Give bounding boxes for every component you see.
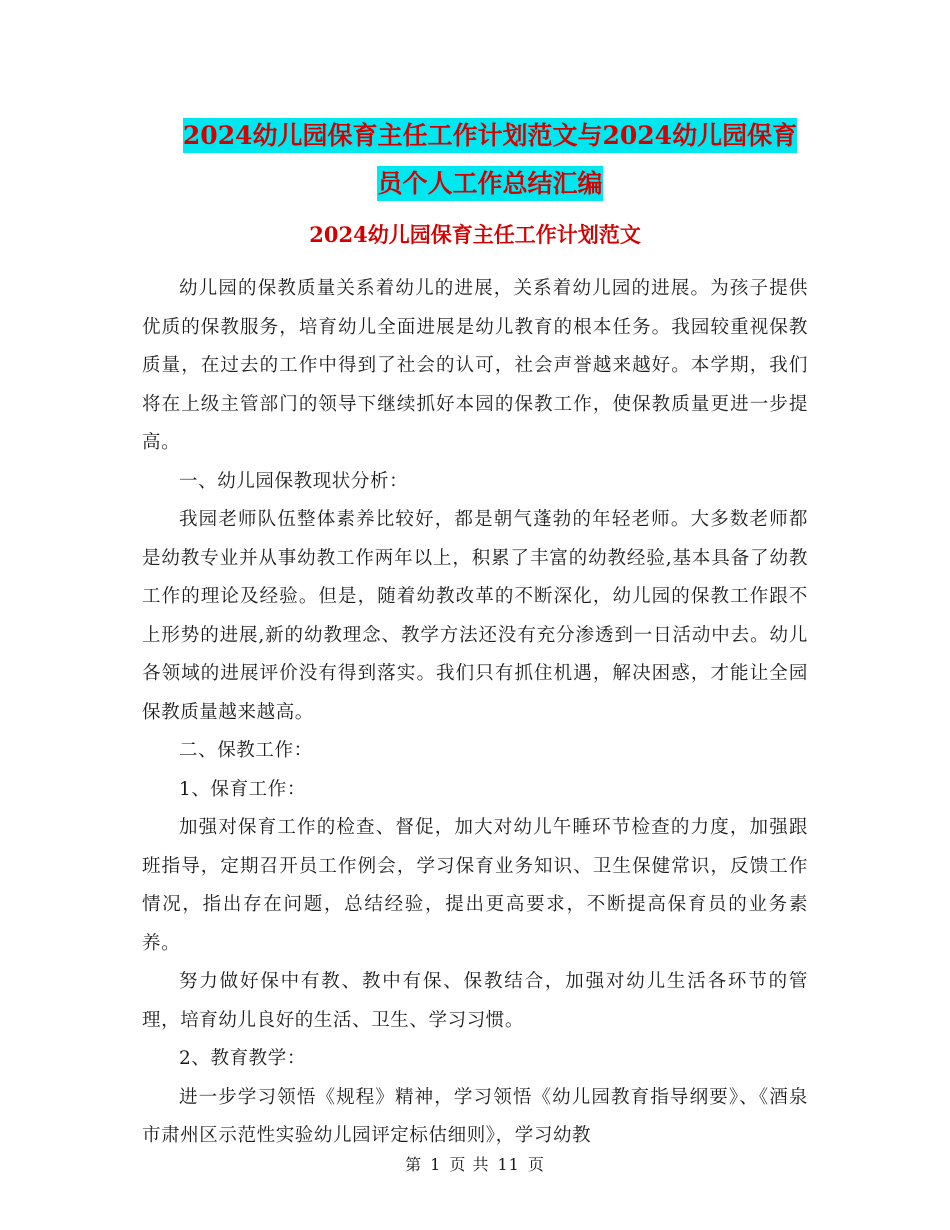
page-footer	[0, 1152, 950, 1175]
paragraph-intro: 幼儿园的保教质量关系着幼儿的进展，关系着幼儿园的进展。为孩子提供优质的保教服务，培育幼儿全面进展是幼儿教育的根本任务。我园较重视保教质量，在过去的工作中得到了社会的认可，社会声誉越来越好。本学期，我们将在上级主管部门的领导下继续抓好本园的保教工作，使保教质量更进一步提高。	[142, 278, 808, 453]
heading-status-analysis: 一、幼儿园保教现状分析：	[179, 470, 409, 492]
footer-page-number: 1	[430, 1155, 442, 1174]
section-title: 2024幼儿园保育主任工作计划范文	[309, 222, 641, 247]
paragraph-teaching-study: 进一步学习领悟《规程》精神，学习领悟《幼儿园教育指导纲要》、《酒泉市肃州区示范性实验幼儿园评定标估细则》，学习幼教	[142, 1086, 808, 1146]
paragraph-teachers: 我园老师队伍整体素养比较好，都是朝气蓬勃的年轻老师。大多数老师都是幼教专业并从事幼教工作两年以上，积累了丰富的幼教经验,基本具备了幼教工作的理论及经验。但是，随着幼教改革的不断深化，幼儿园的保教工作跟不上形势的进展,新的幼教理念、教学方法还没有充分渗透到一日活动中去。幼儿各领域的进展评价没有得到落实。我们只有抓住机遇，解决困惑，才能让全园保教质量越来越高。	[142, 509, 808, 723]
footer-suffix: 页	[527, 1155, 545, 1174]
heading-care-education-work: 二、保教工作：	[179, 740, 313, 761]
heading-teaching: 2、教育教学：	[179, 1048, 306, 1069]
paragraph-care-inspection: 加强对保育工作的检查、督促，加大对幼儿午睡环节检查的力度，加强跟班指导，定期召开员工作例会，学习保育业务知识、卫生保健常识，反馈工作情况，指出存在问题，总结经验，提出更高要求，不断提高保育员的业务素养。	[142, 817, 808, 954]
heading-care-work: 1、保育工作：	[179, 778, 306, 800]
paragraph-care-combination: 努力做好保中有教、教中有保、保教结合，加强对幼儿生活各环节的管理，培育幼儿良好的生活、卫生、学习习惯。	[142, 971, 808, 1031]
title-line-1: 2024幼儿园保育主任工作计划范文与2024幼儿园保育	[183, 118, 797, 153]
document-body	[142, 270, 808, 1156]
footer-mid: 页 共	[449, 1155, 490, 1174]
document-title	[140, 112, 840, 208]
footer-prefix: 第	[405, 1155, 423, 1174]
footer-total-pages: 11	[497, 1155, 520, 1174]
title-line-2: 员个人工作总结汇编	[377, 166, 602, 201]
